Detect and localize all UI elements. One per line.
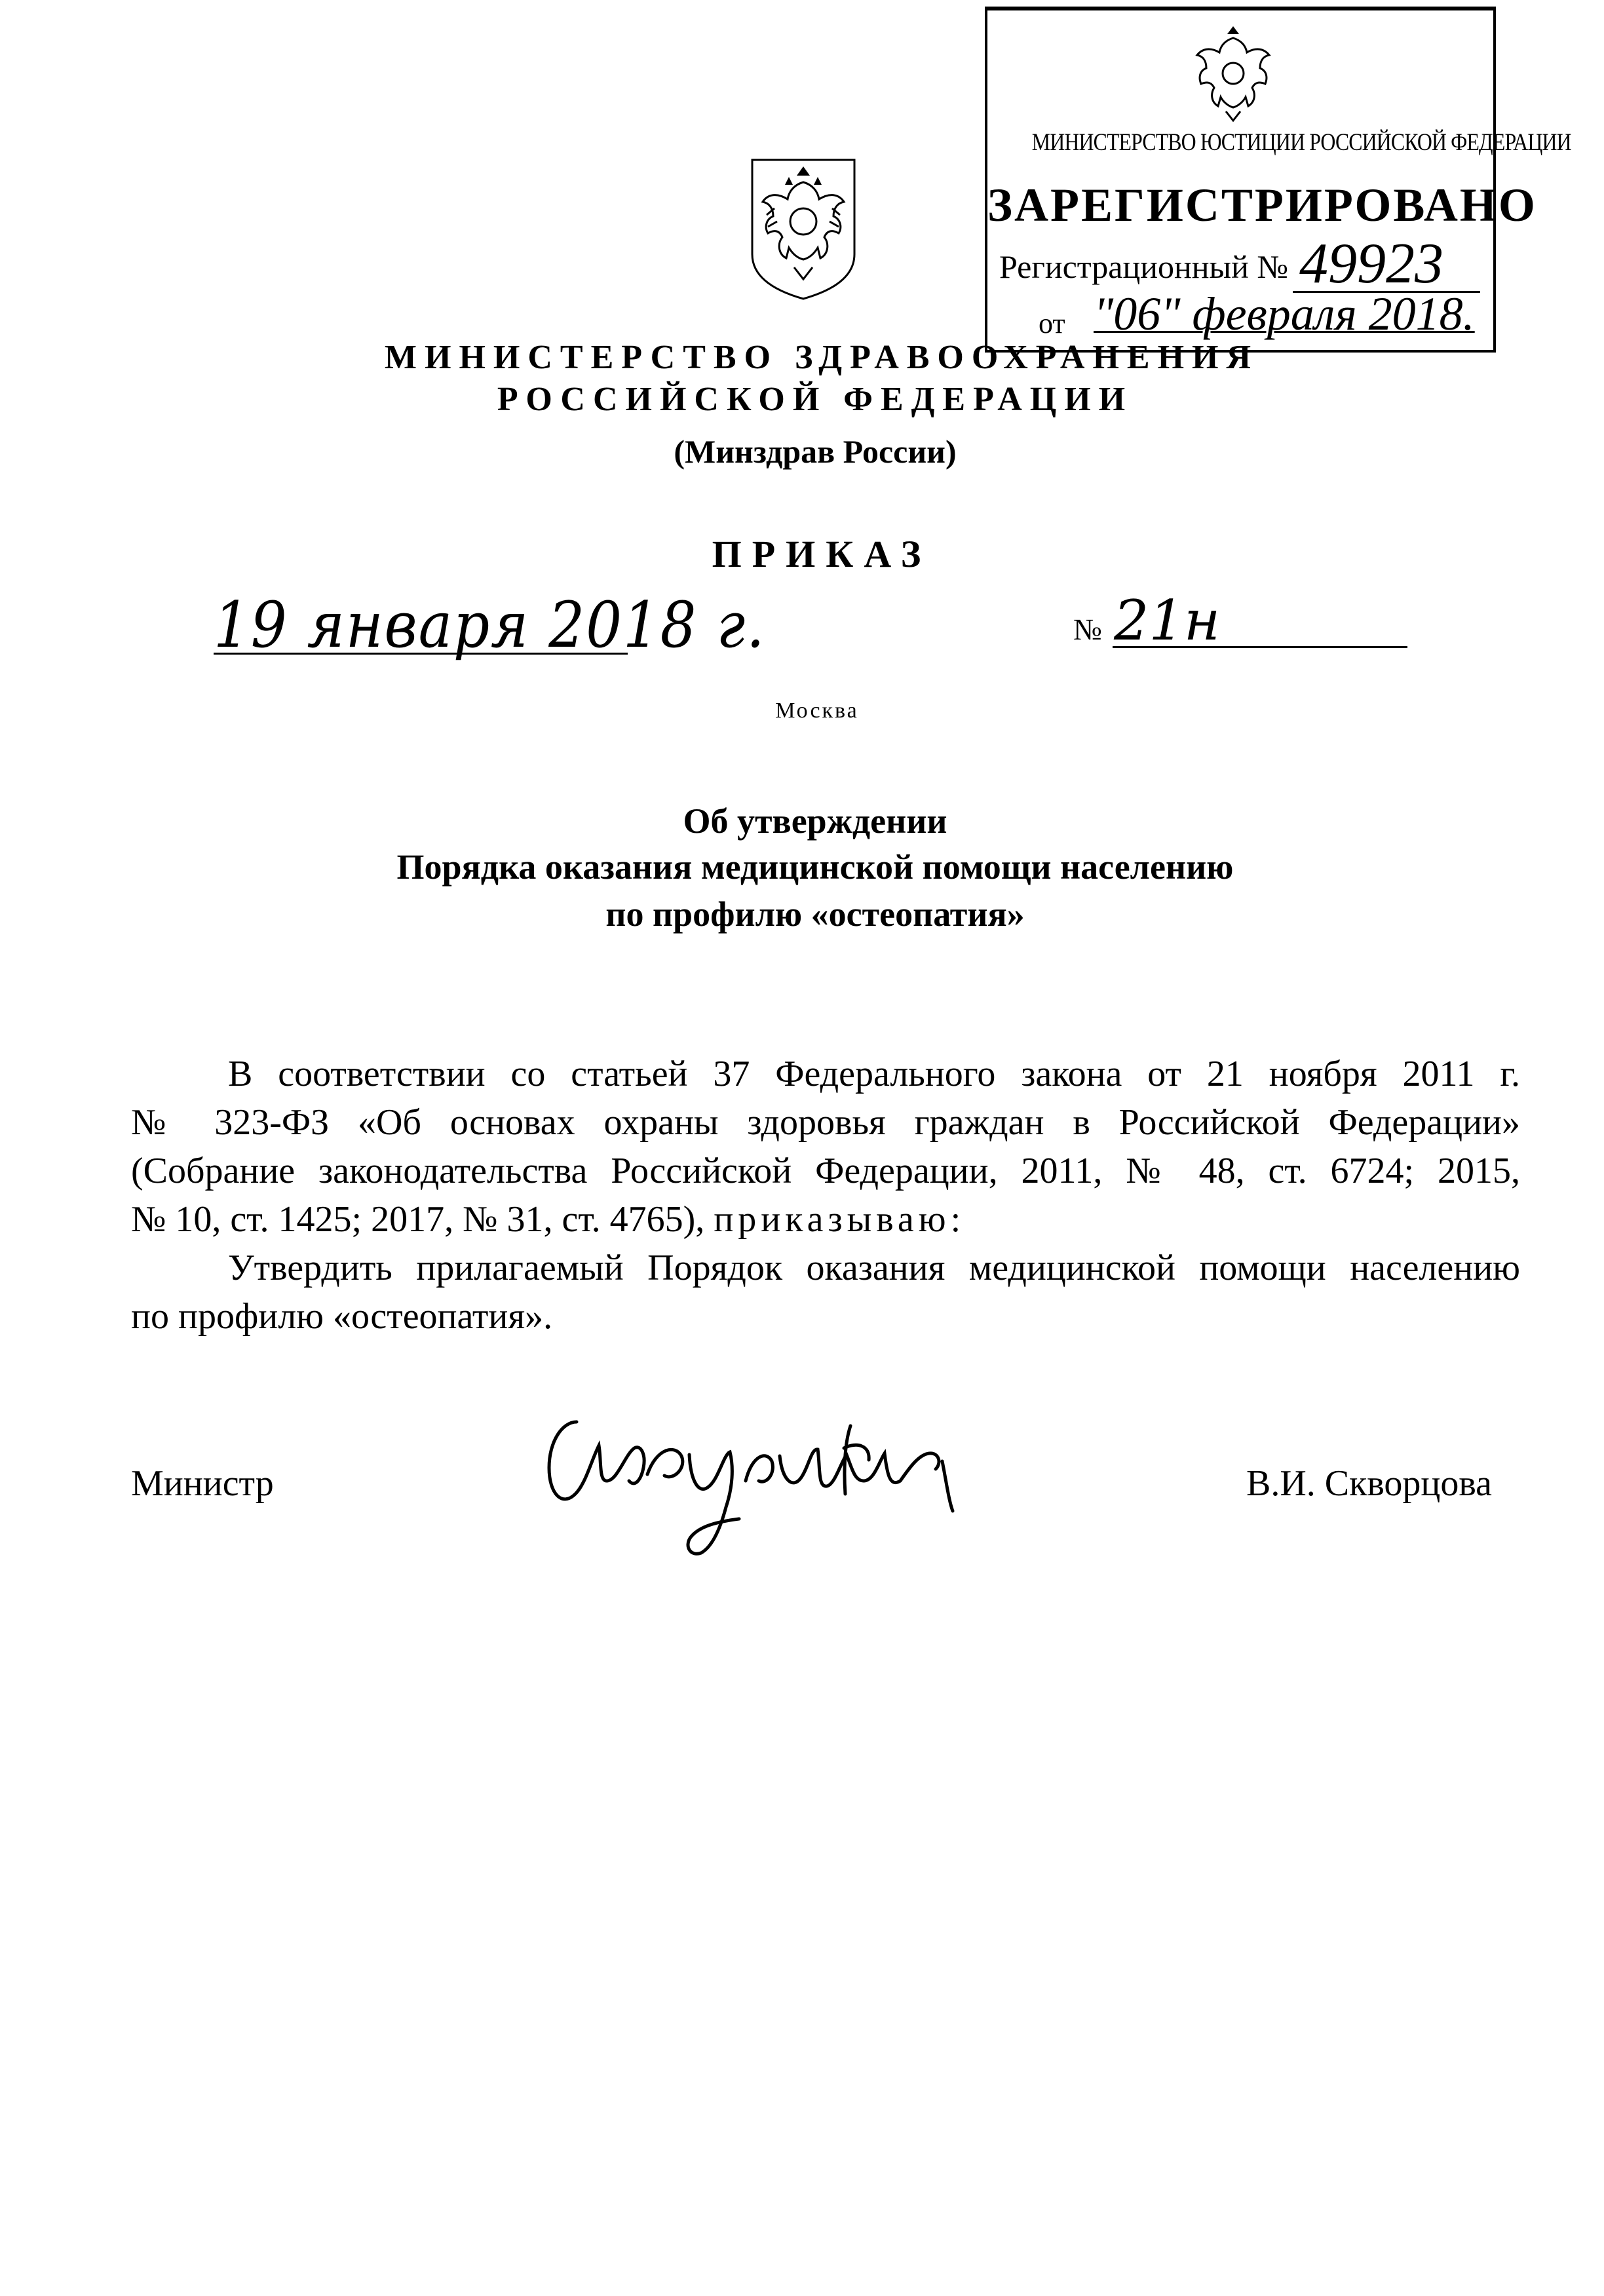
coat-of-arms-icon (748, 156, 858, 303)
ministry-short-name: (Минздрав России) (674, 433, 957, 470)
document-type-heading: ПРИКАЗ (712, 533, 932, 575)
signer-title: Министр (131, 1463, 274, 1504)
body-paragraph1-line3: (Собрание законодательства Российской Федерации, 2011, № 48, ст. 6724; 2015, (131, 1151, 1520, 1191)
stamp-registration-number-label: Регистрационный № (999, 248, 1289, 285)
stamp-coat-of-arms-icon (1184, 25, 1282, 123)
order-number-label: № (1073, 613, 1102, 646)
body-paragraph2-line2: по профилю «остеопатия». (131, 1296, 553, 1337)
signer-name: В.И. Скворцова (1246, 1463, 1492, 1504)
body-paragraph1-line4 (131, 1195, 1520, 1244)
handwritten-signature (536, 1383, 968, 1566)
order-title-line1: Об утверждении (683, 801, 947, 841)
ministry-name-line1: МИНИСТЕРСТВО ЗДРАВООХРАНЕНИЯ (384, 339, 1259, 376)
order-date-underline (214, 653, 628, 655)
stamp-registration-date: "06" февраля 2018. (1094, 288, 1475, 340)
stamp-registered-label: ЗАРЕГИСТРИРОВАНО (987, 179, 1537, 231)
body-paragraph2-line1: Утвердить прилагаемый Порядок оказания медицинской помощи населению (228, 1248, 1520, 1288)
city: Москва (775, 698, 859, 723)
body-paragraph1-line1: В соответствии со статьей 37 Федерального закона от 21 ноября 2011 г. (228, 1054, 1520, 1094)
registration-stamp (985, 7, 1571, 353)
ministry-name-line2: РОССИЙСКОЙ ФЕДЕРАЦИИ (497, 381, 1134, 418)
order-number-underline (1113, 646, 1407, 648)
order-number: 21н (1114, 588, 1221, 653)
body-paragraph1-line2: № 323-ФЗ «Об основах охраны здоровья граждан в Российской Федерации» (131, 1102, 1520, 1143)
stamp-ministry-name: МИНИСТЕРСТВО ЮСТИЦИИ РОССИЙСКОЙ ФЕДЕРАЦИИ (1031, 129, 1571, 156)
order-date: 19 января 2018 г. (214, 588, 766, 662)
body-paragraph1-line4-text: № 10, ст. 1425; 2017, № 31, ст. 4765), (131, 1199, 705, 1240)
stamp-registration-number: 49923 (1299, 232, 1443, 296)
stamp-date-label: от (1039, 307, 1065, 339)
order-title-line2: Порядка оказания медицинской помощи населению (396, 847, 1234, 887)
order-title-line3: по профилю «остеопатия» (605, 894, 1025, 934)
order-verb: приказываю: (714, 1199, 966, 1240)
